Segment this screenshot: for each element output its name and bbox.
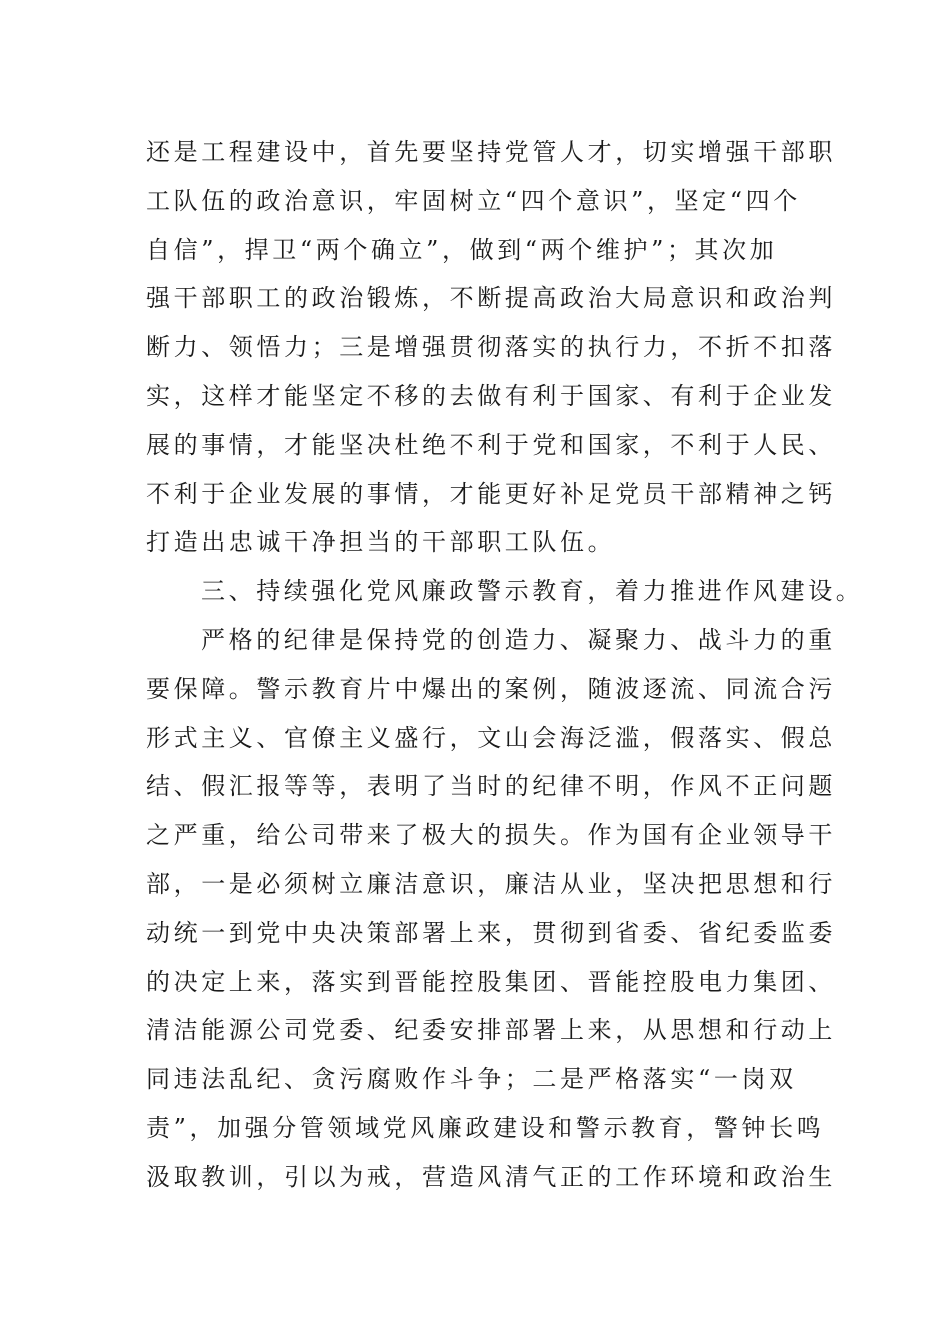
text-line-13: 形式主义、官僚主义盛行，文山会海泛滥，假落实、假总 <box>146 723 836 752</box>
text-line-17: 动统一到党中央决策部署上来，贯彻到省委、省纪委监委 <box>146 918 836 947</box>
text-line-16: 部，一是必须树立廉洁意识，廉洁从业，坚决把思想和行 <box>146 869 836 898</box>
text-line-9: 打造出忠诚干净担当的干部职工队伍。 <box>146 528 616 557</box>
document-body <box>146 128 864 1202</box>
text-line-18: 的决定上来，落实到晋能控股集团、晋能控股电力集团、 <box>146 967 836 996</box>
text-line-3: 自信”，捍卫“两个确立”，做到“两个维护”；其次加 <box>146 235 778 264</box>
text-line-7: 展的事情，才能坚决杜绝不利于党和国家，不利于人民、 <box>146 430 836 459</box>
text-line-15: 之严重，给公司带来了极大的损失。作为国有企业领导干 <box>146 821 836 850</box>
text-line-21: 责”，加强分管领域党风廉政建设和警示教育，警钟长鸣 <box>146 1113 825 1142</box>
text-line-5: 断力、领悟力；三是增强贯彻落实的执行力，不折不扣落 <box>146 333 836 362</box>
paragraph-start-line: 严格的纪律是保持党的创造力、凝聚力、战斗力的重 <box>201 625 836 654</box>
text-line-12: 要保障。警示教育片中爆出的案例，随波逐流、同流合污 <box>146 674 836 703</box>
text-line-19: 清洁能源公司党委、纪委安排部署上来，从思想和行动上 <box>146 1016 836 1045</box>
text-line-14: 结、假汇报等等，表明了当时的纪律不明，作风不正问题 <box>146 772 836 801</box>
text-line-20: 同违法乱纪、贪污腐败作斗争；二是严格落实“一岗双 <box>146 1065 797 1094</box>
text-line-2: 工队伍的政治意识，牢固树立“四个意识”，坚定“四个 <box>146 186 801 215</box>
text-line-8: 不利于企业发展的事情，才能更好补足党员干部精神之钙 <box>146 479 836 508</box>
text-line-4: 强干部职工的政治锻炼，不断提高政治大局意识和政治判 <box>146 284 836 313</box>
text-line-6: 实，这样才能坚定不移的去做有利于国家、有利于企业发 <box>146 381 836 410</box>
section-heading-3: 三、持续强化党风廉政警示教育，着力推进作风建设。 <box>201 577 864 606</box>
text-line-22: 汲取教训，引以为戒，营造风清气正的工作环境和政治生 <box>146 1162 836 1191</box>
text-line-1: 还是工程建设中，首先要坚持党管人才，切实增强干部职 <box>146 138 836 166</box>
